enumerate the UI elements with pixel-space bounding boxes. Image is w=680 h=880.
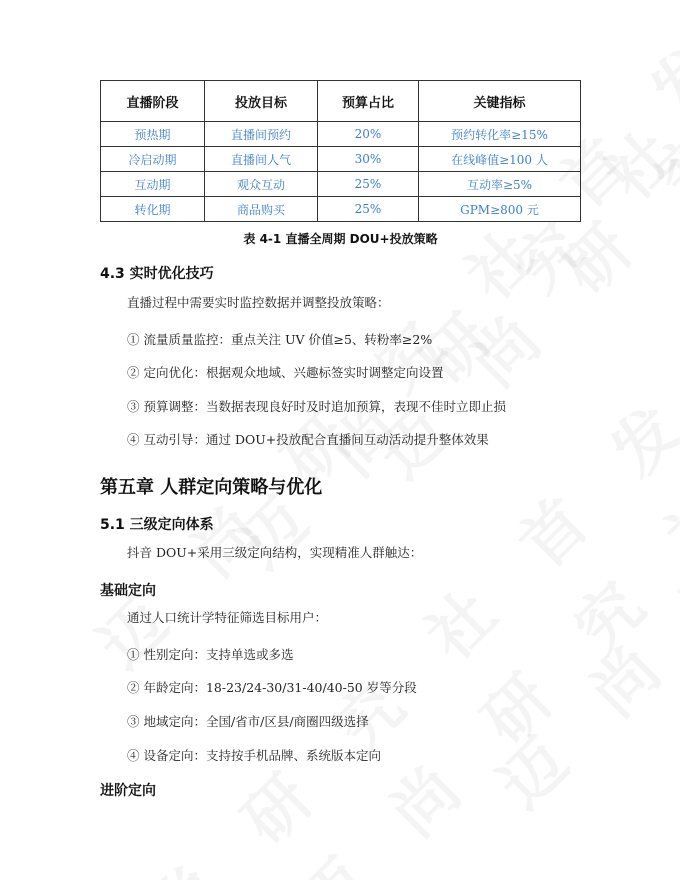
table-cell: GPM≥800 元: [419, 197, 581, 222]
table-caption: 表 4-1 直播全周期 DOU+投放策略: [243, 232, 438, 246]
watermark-text: [475, 147, 680, 826]
table-cell: 互动率≥5%: [419, 172, 581, 197]
paragraph: 通过人口统计学特征筛选目标用户：: [127, 610, 328, 625]
table-cell: 互动期: [101, 172, 205, 197]
watermark-text: [355, 0, 680, 495]
table-cell: 直播间预约: [205, 122, 318, 147]
watermark-text: [275, 267, 680, 880]
paragraph: 抖音 DOU+采用三级定向结构，实现精准人群触达：: [127, 545, 423, 560]
column-header: 直播阶段: [101, 81, 205, 122]
list-item: ④ 互动引导：通过 DOU+投放配合直播间互动活动提升整体效果: [127, 432, 489, 447]
table-header-row: [101, 81, 581, 122]
table-cell: 商品购买: [205, 197, 318, 222]
table-cell: 预约转化率≥15%: [419, 122, 581, 147]
list-item: ③ 预算调整：当数据表现良好时及时追加预算，表现不佳时立即止损: [127, 399, 506, 414]
list-item: ① 性别定向：支持单选或多选: [127, 647, 294, 662]
table-row: [101, 172, 581, 197]
column-header: 关键指标: [419, 81, 581, 122]
list-item: ④ 设备定向：支持按手机品牌、系统版本定向: [127, 748, 381, 763]
table-cell: 25%: [318, 172, 419, 197]
strategy-table: [100, 80, 581, 222]
table-cell: 冷启动期: [101, 147, 205, 172]
list-item: ③ 地域定向：全国/省市/区县/商圈四级选择: [127, 714, 369, 729]
subsection-heading-basic: 基础定向: [100, 583, 156, 599]
paragraph: 直播过程中需要实时监控数据并调整投放策略：: [127, 295, 390, 310]
list-item: ② 年龄定向：18-23/24-30/31-40/40-50 岁等分段: [127, 680, 417, 695]
subsection-heading-advanced: 进阶定向: [100, 783, 156, 799]
section-heading-5-1: 5.1 三级定向体系: [100, 517, 214, 533]
chapter-heading: 第五章 人群定向策略与优化: [100, 477, 323, 498]
table-cell: 预热期: [101, 122, 205, 147]
list-item: ① 流量质量监控：重点关注 UV 价值≥5、转粉率≥2%: [127, 332, 433, 347]
table-row: [101, 197, 581, 222]
table-cell: 转化期: [101, 197, 205, 222]
table-cell: 20%: [318, 122, 419, 147]
list-item: ② 定向优化：根据观众地域、兴趣标签实时调整定向设置: [127, 365, 444, 380]
table-cell: 直播间人气: [205, 147, 318, 172]
column-header: 预算占比: [318, 81, 419, 122]
table-row: [101, 122, 581, 147]
table-row: [101, 147, 581, 172]
table-cell: 25%: [318, 197, 419, 222]
table-cell: 在线峰值≥100 人: [419, 147, 581, 172]
column-header: 投放目标: [205, 81, 318, 122]
section-heading-4-3: 4.3 实时优化技巧: [100, 266, 214, 282]
table-cell: 30%: [318, 147, 419, 172]
table-cell: 观众互动: [205, 172, 318, 197]
